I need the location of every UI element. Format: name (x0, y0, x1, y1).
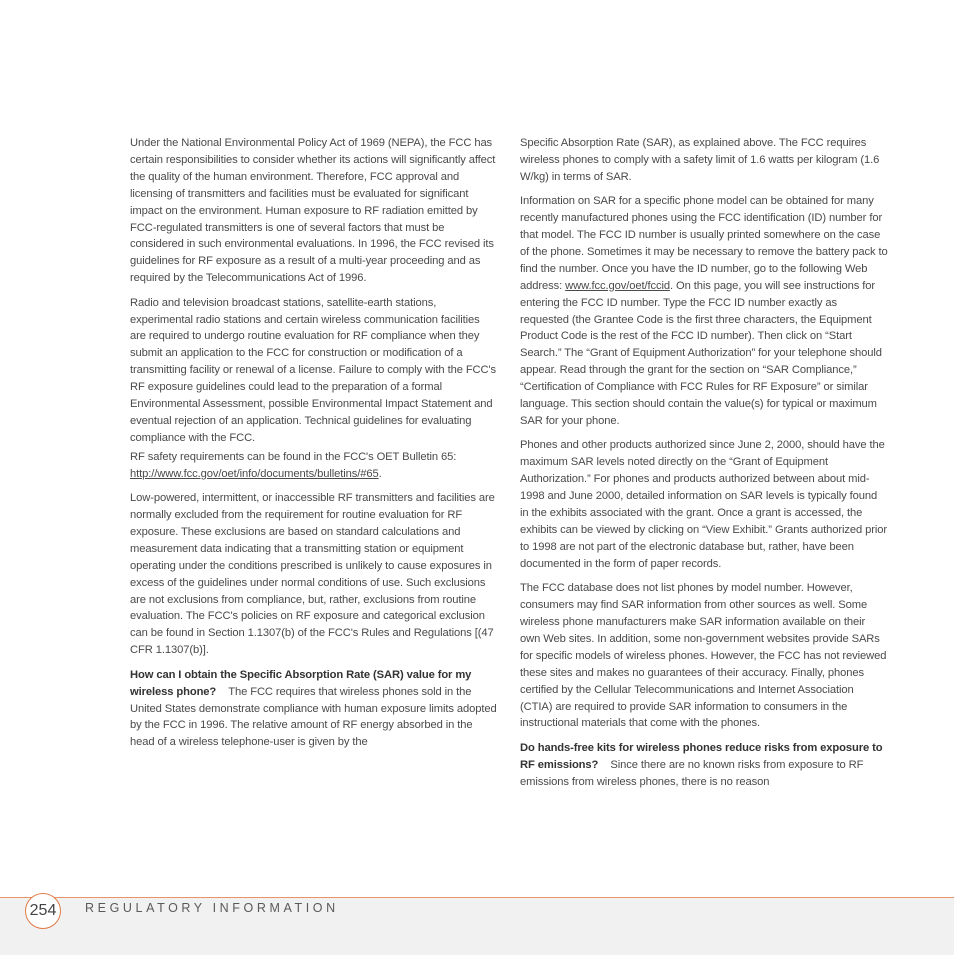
right-column (520, 135, 888, 798)
paragraph-grant-authorization: Phones and other products authorized since June 2, 2000, should have the maximum SAR levels noted directly on the “Grant of Equipment Authorization.” For phones and products authorized between about mid-1998 and June 2000, detailed information on SAR levels is typically found in the exhibits associated with the grant. Once a grant is accessed, the exhibits can be viewed by clicking on “View Exhibit.” Grants authorized prior to 1998 are not part of the electronic database but, rather, have been documented in the form of paper records. (520, 439, 888, 570)
paragraph-fcc-database: The FCC database does not list phones by model number. However, consumers may find SAR information from other sources as well. Some wireless phone manufacturers make SAR information available on their own Web sites. In addition, some non-government websites provide SARs for specific models of wireless phones. However, the FCC has not reviewed these sites and makes no guarantees of their accuracy. Finally, phones certified by the Cellular Telecommunications and Internet Association (CTIA) are required to provide SAR information to consumers in the instructional materials that come with the phones. (520, 582, 887, 730)
paragraph-fcc-id-lookup (520, 193, 888, 430)
faq-sar-question: How can I obtain the Specific Absorption Rate (SAR) value for my wireless phone? (130, 668, 472, 698)
faq-sar-answer: The FCC requires that wireless phones sold in the United States demonstrate compliance with human exposure limits adopted by the FCC in 1996. The relative amount of RF energy absorbed in the head of a wireless telephone-user is given by the (130, 685, 497, 749)
oet-bulletin-link[interactable]: http://www.fcc.gov/oet/info/documents/bulletins/#65 (130, 467, 379, 480)
fcc-id-text-b: . On this page, you will see instructions for entering the FCC ID number. Type the FCC ID number exactly as requested (the Grantee Code is the first three characters, the Equipment Product Code is the rest of the FCC ID number). Then click on “Start Search.” The “Grant of Equipment Authorization” for your telephone should appear. Read through the grant for the section on “SAR Compliance,” “Certification of Compliance with FCC Rules for RF Exposure” or similar language. This section should contain the value(s) for typical or maximum SAR for your phone. (520, 279, 882, 427)
page-number-badge: 254 (25, 893, 61, 929)
paragraph-exclusions: Low-powered, intermittent, or inaccessible RF transmitters and facilities are normally excluded from the requirement for routine evaluation for RF exposure. These exclusions are based on standard calculations and measurement data indicating that a transmitting station or equipment operating under the conditions prescribed is unlikely to cause exposures in excess of the guidelines under normal conditions of use. Such exclusions are not exclusions from compliance, but, rather, exclusions from routine evaluation. The FCC's policies on RF exposure and categorical exclusion can be found in Section 1.1307(b) of the FCC's Rules and Regulations [(47 CFR 1.1307(b)]. (130, 492, 495, 657)
left-column (130, 135, 498, 759)
paragraph-oet-bulletin (130, 449, 498, 483)
fcc-id-text-a: Information on SAR for a specific phone model can be obtained for many recently manufactured phones using the FCC identification (ID) number for that model. The FCC ID number is usually printed somewhere on the case of the phone. Sometimes it may be necessary to remove the battery pack to find the number. Once you have the ID number, go to the following Web address: (520, 195, 888, 292)
faq-hands-free-question: Do hands-free kits for wireless phones reduce risks from exposure to RF emissions? (520, 741, 883, 771)
faq-hands-free (520, 740, 888, 791)
oet-bulletin-text: RF safety requirements can be found in the FCC's OET Bulletin 65: (130, 450, 457, 463)
faq-hands-free-answer: Since there are no known risks from exposure to RF emissions from wireless phones, there is no reason (520, 758, 864, 788)
oet-bulletin-period: . (378, 467, 382, 480)
section-title: REGULATORY INFORMATION (85, 901, 339, 915)
paragraph-broadcast-stations: Radio and television broadcast stations, satellite-earth stations, experimental radio stations and certain wireless communication facilities are required to undergo routine evaluation for RF compliance when they submit an application to the FCC for construction or modification of a transmitting facility or renewal of a license. Failure to comply with the FCC's RF exposure guidelines could lead to the preparation of a formal Environmental Assessment, possible Environmental Impact Statement and eventual rejection of an application. Technical guidelines for evaluating compliance with the FCC. (130, 296, 497, 444)
faq-sar-value (130, 667, 498, 752)
paragraph-nepa: Under the National Environmental Policy Act of 1969 (NEPA), the FCC has certain responsibilities to consider whether its actions will significantly affect the quality of the human environment. Therefore, FCC approval and licensing of transmitters and facilities must be evaluated for significant impact on the environment. Human exposure to RF radiation emitted by FCC-regulated transmitters is one of several factors that must be considered in such environmental evaluations. In 1996, the FCC revised its guidelines for RF exposure as a result of a multi-year proceeding and as required by the Telecommunications Act of 1996. (130, 137, 496, 285)
paragraph-sar-limit: Specific Absorption Rate (SAR), as explained above. The FCC requires wireless phones to comply with a safety limit of 1.6 watts per kilogram (1.6 W/kg) in terms of SAR. (520, 137, 880, 183)
fccid-link[interactable]: www.fcc.gov/oet/fccid (565, 279, 670, 292)
